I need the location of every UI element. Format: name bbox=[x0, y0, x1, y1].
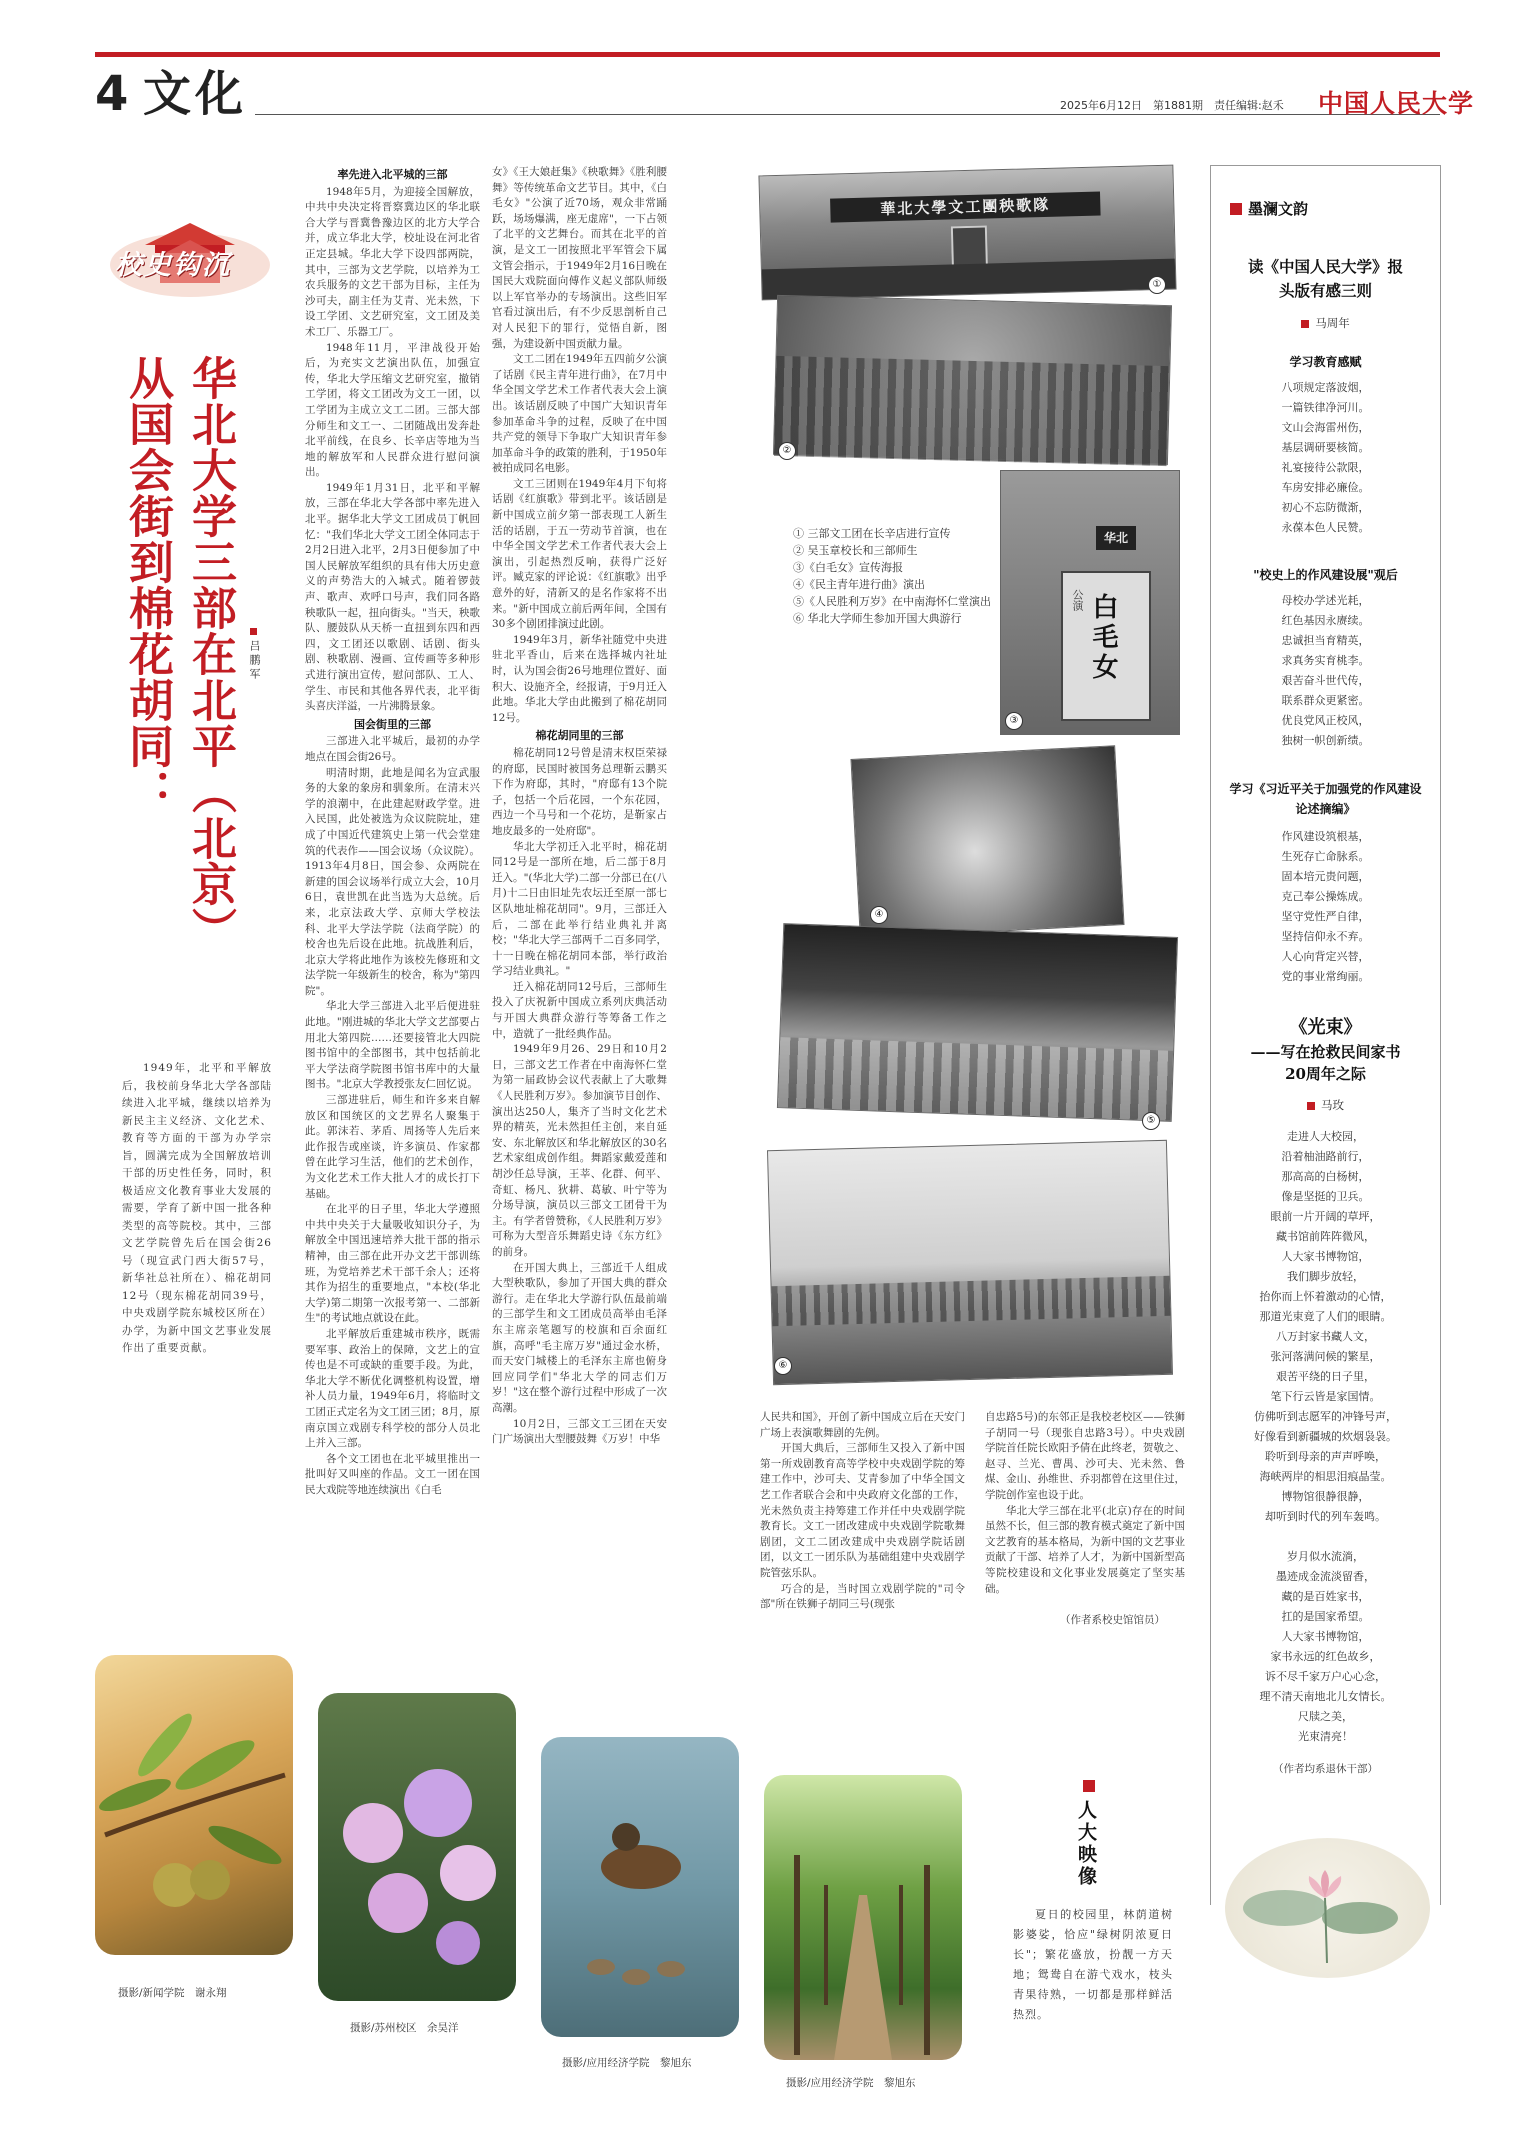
top-rule bbox=[95, 52, 1440, 57]
red-square-icon bbox=[1230, 203, 1242, 215]
poem-line: 沿着柚油路前行， bbox=[1281, 1150, 1370, 1163]
photo-credit-2: 摄影/苏州校区 余昊洋 bbox=[350, 2022, 459, 2034]
photo-captions bbox=[793, 525, 993, 627]
poem-line: 好像看到新疆城的炊烟袅袅。 bbox=[1254, 1430, 1397, 1443]
photo-number-1: ① bbox=[1148, 276, 1166, 294]
poem-line: 藏的是百姓家书， bbox=[1281, 1590, 1370, 1603]
article-column-1 bbox=[305, 165, 480, 1655]
subheading: 棉花胡同里的三部 bbox=[535, 729, 624, 743]
gallery-marker bbox=[1083, 1780, 1095, 1792]
paragraph: 1948年5月，为迎接全国解放，中共中央决定将晋察冀边区的华北联合大学与晋冀鲁豫边区的北方大学合并，成立华北大学，校址设在河北省正定县城。华北大学下设四部两院，其中，三部为文艺学院，以培养为工农兵服务的文艺干部为目标，主任为沙可夫，副主任为艾青、光未然，下设工学团、文艺研究室，文工团及美术工厂、乐器工厂。 bbox=[305, 185, 480, 338]
photo-credit-4: 摄影/应用经济学院 黎旭东 bbox=[786, 2077, 916, 2089]
poem-line: 家书永远的红色故乡， bbox=[1270, 1650, 1381, 1663]
poem2-subtitle-l1: ——写在抢救民间家书 bbox=[1250, 1043, 1401, 1061]
photo-1-banner bbox=[758, 165, 1176, 301]
sidebar-author-note: （作者均系退休干部） bbox=[1273, 1763, 1378, 1775]
poem-line: 诉不尽千家万户心心念， bbox=[1265, 1670, 1386, 1683]
poem-line: 理不清天南地北儿女情长。 bbox=[1259, 1690, 1392, 1703]
poem-line: 固本培元贵问题， bbox=[1281, 870, 1370, 883]
lotus-icon bbox=[1225, 1838, 1430, 1978]
paragraph: 迁入棉花胡同12号后，三部师生投入了庆祝新中国成立系列庆典活动与开国大典群众游行等筹备工作之中，造就了一批经典作品。 bbox=[492, 980, 667, 1040]
paragraph: 1949年3月，新华社随党中央进驻北平香山，后来在选择城内社址时，认为国会街26号地理位置好、面积大、设施齐全，经报请，于9月迁入此地。华北大学由此搬到了棉花胡同12号。 bbox=[492, 633, 667, 724]
photo-5-stage bbox=[777, 923, 1178, 1122]
caption-5: ⑤《人民胜利万岁》在中南海怀仁堂演出 bbox=[793, 595, 991, 608]
caption-2: ② 吴玉章校长和三部师生 bbox=[793, 544, 918, 557]
poem-line: 母校办学述光耗， bbox=[1281, 594, 1370, 607]
author-note: （作者系校史馆馆员） bbox=[1060, 1614, 1165, 1626]
poem2-subtitle-l2: 20周年之际 bbox=[1285, 1065, 1366, 1083]
masthead-logo: 中国人民大学 bbox=[1318, 89, 1475, 118]
poem-line: 独树一帜创新绩。 bbox=[1281, 734, 1370, 747]
poem-line: 党的事业常绚丽。 bbox=[1281, 970, 1370, 983]
sidebar-header bbox=[1230, 198, 1308, 219]
poem-line: 永葆本色人民赞。 bbox=[1281, 521, 1370, 534]
red-square-icon bbox=[1301, 320, 1309, 328]
sidebar-top-rule bbox=[1210, 165, 1441, 166]
tree-avenue-icon bbox=[764, 1775, 962, 2060]
poster-sign: 华北 bbox=[1096, 526, 1136, 550]
paragraph: 华北大学三部进入北平后便进驻此地。"刚进城的华北大学文艺部要占用北大第四院……还要接管北大四院图书馆中的全部图书，其中包括前北平大学法商学院图书馆书库中的大量图书。"北京大学教授张友仁回忆说。 bbox=[305, 1000, 480, 1091]
caption-6: ⑥ 华北大学师生参加开国大典游行 bbox=[793, 612, 962, 625]
poem-line: 笔下行云皆是家国情。 bbox=[1270, 1390, 1381, 1403]
poem-line: 克己奉公操炼成。 bbox=[1281, 890, 1370, 903]
column-tag-text: 校史钩沉 bbox=[115, 250, 231, 281]
sidebar-border-right bbox=[1440, 165, 1441, 1905]
paragraph: 在开国大典上，三部近千人组成大型秧歌队，参加了开国大典的群众游行。走在华北大学游行队伍最前端的三部学生和文工团成员高举由毛泽东主席亲笔题写的校旗和百余面红旗，高呼"毛主席万岁"通过金水桥，而天安门城楼上的毛泽东主席也俯身回应同学们"华北大学的同志们万岁！"这在整个游行过程中形成了一次高潮。 bbox=[492, 1261, 667, 1414]
poem2-stanza bbox=[1218, 1127, 1433, 1747]
author-marker bbox=[250, 628, 257, 635]
photo-6-parade bbox=[767, 1140, 1173, 1385]
paragraph: 文工二团在1949年五四前夕公演了话剧《民主青年进行曲》，在7月中华全国文学艺术工作者代表大会上演出。该话剧反映了中国广大知识青年参加革命斗争的过程，反映了在中国共产党的领导下争取广大知识青年参加革命斗争的政策的胜利，于1950年被拍成同名电影。 bbox=[492, 353, 667, 475]
caption-4: ④《民主青年进行曲》演出 bbox=[793, 578, 925, 591]
banner-text: 華北大學文工團秧歌隊 bbox=[830, 192, 1101, 223]
caption-3: ③《白毛女》宣传海报 bbox=[793, 561, 903, 574]
paragraph: 1949年9月26、29日和10月2日，三部文艺工作者在中南海怀仁堂为第一届政协会议代表献上了大歌舞《人民胜利万岁》。参加演节目创作、演出达250人，集齐了当时文化艺术界的精英，光未然担任主创，来自延安、东北解放区和华北解放区的30名艺术家组成创作组。舞蹈家戴爱莲和胡沙任总导演，王莘、化群、何平、奇虹、杨凡、狄耕、葛敏、叶宁等为分场导演，演员以三部文工团骨干为主。有学者曾赞称，《人民胜利万岁》可称为大型音乐舞蹈史诗《东方红》的前身。 bbox=[492, 1043, 667, 1258]
mandarin-duck-icon bbox=[541, 1737, 739, 2037]
poem-line: 联系群众更紧密。 bbox=[1281, 694, 1370, 707]
caption-1: ① 三部文工团在长辛店进行宣传 bbox=[793, 527, 951, 540]
hydrangea-icon bbox=[318, 1693, 516, 2001]
paragraph: 开国大典后，三部师生又投入了新中国第一所戏剧教育高等学校中央戏剧学院的筹建工作中，沙可夫、艾青参加了中华全国文艺工作者联合会和中央政府文化部的工作，光未然负责主持筹建工作并任中央戏剧学院教育长。文工一团改建成中央戏剧学院歌舞剧团，文工二团改建成中央戏剧学院话剧团，以文工一团乐队为基础组建中央戏剧学院管弦乐队。 bbox=[760, 1442, 965, 1579]
poem-line: 艰苦奋斗世代传， bbox=[1281, 674, 1370, 687]
article-column-3 bbox=[760, 1410, 965, 1611]
poem1-sub3: 学习《习近平关于加强党的作风建设论述摘编》 bbox=[1229, 782, 1422, 816]
poem-line: 一篇铁律净河川。 bbox=[1281, 401, 1370, 414]
page-number: 4 bbox=[95, 66, 129, 122]
poem-line: 坚持信仰永不弃。 bbox=[1281, 930, 1370, 943]
photo-4-performance bbox=[850, 745, 1124, 939]
poster-title: 白毛女 bbox=[1088, 593, 1118, 683]
campus-photo-avenue bbox=[764, 1775, 962, 2060]
poem-line: 却听到时代的列车轰鸣。 bbox=[1265, 1510, 1386, 1523]
poem-line: 初心不忘防微渐， bbox=[1281, 501, 1370, 514]
poem-line: 聆听到母亲的声声呼唤， bbox=[1265, 1450, 1386, 1463]
poem1-stanza-3 bbox=[1218, 827, 1433, 987]
column-tag-logo bbox=[105, 205, 275, 305]
paragraph: 北平解放后重建城市秩序，既需要军事、政治上的保障，文艺上的宣传也是不可或缺的重要手段。为此，华北大学不断优化调整机构设置，增补人员力量，1949年6月，将临时文工团正式定名为文工团三团；8月，原南京国立戏剧专科学校的部分人员北上并入三部。 bbox=[305, 1327, 480, 1450]
poem-line: 八项规定落波烟， bbox=[1281, 381, 1370, 394]
poem-line: 那高高的白杨树， bbox=[1281, 1170, 1370, 1183]
poem-line: 基层调研要核简。 bbox=[1281, 441, 1370, 454]
paragraph: 在北平的日子里，华北大学遵照中共中央关于大量吸收知识分子，为解放全中国迅速培养大批干部的指示精神，由三部在此开办文艺干部训练班，为党培养艺术干部千余人；还将其作为招生的重要地点，"本校(华北大学)第二期第一次报考第一、二部新生"的考试地点就设在此。 bbox=[305, 1203, 480, 1325]
poem-line: 人心向背定兴替， bbox=[1281, 950, 1370, 963]
poem-line: 人大家书博物馆， bbox=[1281, 1630, 1370, 1643]
red-square-icon bbox=[1307, 1102, 1315, 1110]
poem-line: 生死存亡命脉系。 bbox=[1281, 850, 1370, 863]
peach-branch-icon bbox=[95, 1655, 293, 1955]
intro-paragraph: 1949年，北平和平解放后，我校前身华北大学各部陆续进入北平城，继续以培养为新民主主义经济、文化艺术、教育等方面的干部为办学宗旨，圆满完成为全国解放培训干部的历史性任务，同时，积极适应文化教育事业大发展的需要，学育了新中国一批各种类型的高等院校。其中，三部文艺学院曾先后在国会街26号（现宣武门西大街57号，新华社总社所在）、棉花胡同12号（现东棉花胡同39号，中央戏剧学院东城校区所在）办学，为新中国文艺事业发展作出了重要贡献。 bbox=[122, 1062, 272, 1354]
photo-credit-3: 摄影/应用经济学院 黎旭东 bbox=[562, 2057, 692, 2069]
poem1 bbox=[1218, 255, 1433, 987]
subheading: 国会街里的三部 bbox=[354, 717, 431, 731]
poem-line: 岁月似水流淌， bbox=[1287, 1550, 1364, 1563]
poem-line: 藏书馆前阵阵微风， bbox=[1276, 1230, 1375, 1243]
paragraph: 文工三团则在1949年4月下旬将话剧《红旗歌》带到北平。该话剧是新中国成立前夕第一部表现工人新生活的话剧，于五一劳动节首演，也在中华全国文学艺术工作者代表大会上演出，引起热烈反响，获得广泛好评。臧克家的评论说：《红旗歌》出乎意外的好，清新又的是名作家将不出来。"新中国成立前后两年间，全国有30多个剧团排演过此剧。 bbox=[492, 477, 667, 631]
poem-line: 八万封家书藏人文， bbox=[1276, 1330, 1375, 1343]
poem-line: 眼前一片开阔的草坪， bbox=[1270, 1210, 1381, 1223]
poem1-sub2: "校史上的作风建设展"观后 bbox=[1253, 568, 1398, 582]
poem-line: 仿佛听到志愿军的冲锋号声， bbox=[1254, 1410, 1397, 1423]
poem-line: 博物馆很静很静， bbox=[1281, 1490, 1370, 1503]
poem-line: 礼宴接待公款限， bbox=[1281, 461, 1370, 474]
paragraph: 10月2日，三部文工三团在天安门广场演出大型腰鼓舞《万岁！中华 bbox=[492, 1417, 667, 1446]
paragraph: 巧合的是，当时国立戏剧学院的"司令部"所在铁狮子胡同三号(现张 bbox=[760, 1582, 965, 1611]
poem-line: 忠诚担当育精英， bbox=[1281, 634, 1370, 647]
paragraph: 三部进驻后，师生和许多来自解放区和国统区的文艺界名人聚集于此。郭沫若、茅盾、周扬等人先后来此作报告或座谈，许多演员、作家都曾在此学习生活，他们的艺术创作，为文化艺术工作大批人才的成长打下基础。 bbox=[305, 1094, 480, 1200]
paragraph: 三部进入北平城后，最初的办学地点在国会街26号。 bbox=[305, 735, 480, 763]
poem-line: 艰苦平绕的日子里， bbox=[1276, 1370, 1375, 1383]
poem1-stanza-1 bbox=[1218, 378, 1433, 538]
poem1-byline bbox=[1218, 315, 1433, 331]
lotus-painting bbox=[1225, 1838, 1430, 1978]
poem-line: 扛的是国家希望。 bbox=[1281, 1610, 1370, 1623]
poem-line: 光束清亮！ bbox=[1298, 1730, 1353, 1743]
paragraph: 各个文工团也在北平城里推出一批叫好又叫座的作品。文工一团在国民大戏院等地连续演出《白毛 bbox=[305, 1452, 480, 1496]
poem2-byline bbox=[1218, 1097, 1433, 1113]
gallery-text: 夏日的校园里，林荫道树影婆娑，恰应"绿树阴浓夏日长"；繁花盛放，扮靓一方天地；鸳鸯自在游弋戏水，枝头青果待熟，一切都是那样鲜活热烈。 bbox=[1013, 1908, 1173, 2021]
photo-3-poster bbox=[1000, 470, 1180, 735]
poem-line: 张河落满问候的繁星， bbox=[1270, 1350, 1381, 1363]
paragraph-continued: 自忠路5号)的东邻正是我校老校区——铁狮子胡同一号（现张自忠路3号）。中央戏剧学院首任院长欧阳予倩在此终老，贺敬之、赵寻、兰光、曹禺、沙可夫、光未然、鲁煤、金山、孙维世、乔羽都曾在这里住过，学院创作室也设于此。 bbox=[985, 1411, 1185, 1501]
section-title: 文化 bbox=[143, 66, 248, 122]
poem-line: 墨迹成金流淡留香， bbox=[1276, 1570, 1375, 1583]
sidebar-border bbox=[1210, 165, 1211, 1905]
poem-line: 车房安排必廉俭。 bbox=[1281, 481, 1370, 494]
poem2-title: 《光束》 bbox=[1289, 1017, 1362, 1038]
gallery-title: 人大映像 bbox=[1075, 1800, 1097, 1888]
photo-number-6: ⑥ bbox=[774, 1357, 792, 1375]
poem-line: 尺牍之美， bbox=[1298, 1710, 1353, 1723]
photo-number-4: ④ bbox=[870, 906, 888, 924]
byline: 吕鹏军 bbox=[248, 640, 261, 682]
poem-line: 我们脚步放轻， bbox=[1287, 1270, 1364, 1283]
article-column-2 bbox=[492, 165, 667, 1655]
subheading: 率先进入北平城的三部 bbox=[337, 168, 448, 181]
poem-line: 人大家书博物馆， bbox=[1281, 1250, 1370, 1263]
poem-line: 作风建设筑根基， bbox=[1281, 830, 1370, 843]
photo-number-2: ② bbox=[778, 442, 796, 460]
poem-line bbox=[1218, 1527, 1433, 1547]
photo-credit-1: 摄影/新闻学院 谢永翔 bbox=[118, 1987, 227, 1999]
poem-line: 文山会海雷州伤， bbox=[1281, 421, 1370, 434]
issue-info: 2025年6月12日 第1881期 责任编辑:赵禾 bbox=[1060, 99, 1284, 112]
photo-2-group bbox=[773, 295, 1172, 465]
paragraph: 华北大学三部在北平(北京)存在的时间虽然不长，但三部的教育模式奠定了新中国文艺教育的基本格局，为新中国的文艺事业贡献了干部、培养了人才，为新中国新型高等院校建设和文化事业发展奠定了坚实基础。 bbox=[985, 1504, 1185, 1595]
poem-line: 像是坚挺的卫兵。 bbox=[1281, 1190, 1370, 1203]
poem-line: 求真务实育桃李。 bbox=[1281, 654, 1370, 667]
poem-line: 坚守党性严自律， bbox=[1281, 910, 1370, 923]
paragraph: 棉花胡同12号曾是清末权臣荣禄的府邸，民国时被国务总理靳云鹏买下作为府邸，其时，"府邸有13个院子，包括一个后花园，一个东花园，西边一个马号和一个花坊，是靳家占地皮最多的一处府邸"。 bbox=[492, 746, 667, 837]
paragraph: 1949年1月31日，北平和平解放，三部在华北大学各部中率先进入北平。据华北大学文工团成员丁帆回忆："我们华北大学文工团全体同志于2月2日进入北平，2月3日便参加了中国人民解放军组织的具有伟大历史意义的声势浩大的入城式。随着锣鼓声、歌声、欢呼口号声，我们同各路秧歌队一起，扭向街头。"当天，秧歌队、腰鼓队从天桥一直扭到东四和西四，文工团还以歌剧、话剧、街头剧、秧歌剧、漫画、宣传画等多种形式进行演出宣传，慰问部队、工人、学生、市民和其他各界代表，北平街头喜庆洋溢，一片沸腾景象。 bbox=[305, 481, 480, 713]
poem-line: 海峡两岸的相思泪痕晶莹。 bbox=[1259, 1470, 1392, 1483]
poem-line: 走进人大校园， bbox=[1287, 1130, 1364, 1143]
headline-col2: 从国会街到棉花胡同： bbox=[121, 355, 174, 815]
poem1-stanza-2 bbox=[1218, 591, 1433, 751]
poem1-title-l2: 头版有感三则 bbox=[1278, 281, 1372, 300]
paragraph: 1948年11月，平津战役开始后，为充实文艺演出队伍，加强宣传，华北大学压缩文艺研究室，撤销工学团，将文工团改为文工一团，以工学团为主成立文工二团。三部大部分师生和文工一、二团随战出发奔赴北平前线，在良乡、长辛店等地为当地的解放军和人民群众进行慰问演出。 bbox=[305, 341, 480, 479]
poem1-sub1: 学习教育感赋 bbox=[1289, 355, 1362, 369]
headline-col1: 华北大学三部在北平（北京） bbox=[184, 355, 237, 953]
campus-photo-hydrangea bbox=[318, 1693, 516, 2001]
poem-line: 优良党风正校风， bbox=[1281, 714, 1370, 727]
sidebar-title: 墨澜文韵 bbox=[1248, 200, 1309, 218]
campus-photo-fruit bbox=[95, 1655, 293, 1955]
paragraph-continued: 女》《王大娘赶集》《秧歌舞》《胜利腰舞》等传统革命文艺节目。其中，《白毛女》"公演了近70场，观众非常踊跃，场场爆满，座无虚席"，一下占领了北平的文艺舞台。而其在北平的首演，是文工一团按照北平军管会下属文管会指示，于1949年2月16日晚在国民大戏院面向傅作义起义部队师级以上军官举办的专场演出。这些旧军官看过演出后，有不少反思剖析自己对人民犯下的罪行，觉悟自新，图强，为建设新中国贡献力量。 bbox=[492, 166, 667, 350]
paragraph-continued: 人民共和国》，开创了新中国成立后在天安门广场上表演歌舞剧的先例。 bbox=[760, 1411, 965, 1439]
paragraph: 华北大学初迁入北平时，棉花胡同12号是一部所在地，后二部于8月迁入。"(华北大学)二部一分部已在(八月)十二日由旧址先农坛迁至原一部七区队地址棉花胡同"。9月，三部迁入后，二部在此举行结业典礼并离校；"华北大学三部两千二百多同学，十一日晚在棉花胡同本部，举行政治学习结业典礼。" bbox=[492, 840, 667, 978]
campus-photo-ducks bbox=[541, 1737, 739, 2037]
paragraph: 明清时期，此地是闻名为宣武服务的大象的象房和驯象所。在清末兴学的浪潮中，在此建起财政学堂。进入民国，此处被选为众议院院址，建成了中国近代建筑史上第一代会堂建筑的代表作——国会议场（众议院）。1913年4月8日，国会参、众两院在新建的国会议场举行成立大会，10月6日，袁世凯在此当选为大总统。后来，北京法政大学、京师大学校法科、北平大学法学院（法商学院）的校舍也先后设在此地。抗战胜利后，北京大学将此地作为该校先修班和文法学院一年级新生的校舍，称为"第四院"。 bbox=[305, 766, 480, 997]
header-rule bbox=[255, 114, 1440, 115]
poem1-author: 马周年 bbox=[1315, 316, 1350, 330]
photo-number-5: ⑤ bbox=[1142, 1112, 1160, 1130]
poem-line: 红色基因永赓续。 bbox=[1281, 614, 1370, 627]
poem-line: 抬你而上怀着激动的心情， bbox=[1259, 1290, 1392, 1303]
poem-line: 那道光束竟了人们的眼睛。 bbox=[1259, 1310, 1392, 1323]
poem1-title-l1: 读《中国人民大学》报 bbox=[1247, 257, 1403, 276]
photo-number-3: ③ bbox=[1005, 712, 1023, 730]
article-column-4 bbox=[985, 1410, 1185, 1595]
poem2-author: 马玫 bbox=[1321, 1098, 1344, 1112]
poem2 bbox=[1218, 1015, 1433, 1776]
poster-mid: 公演 bbox=[1071, 589, 1084, 611]
